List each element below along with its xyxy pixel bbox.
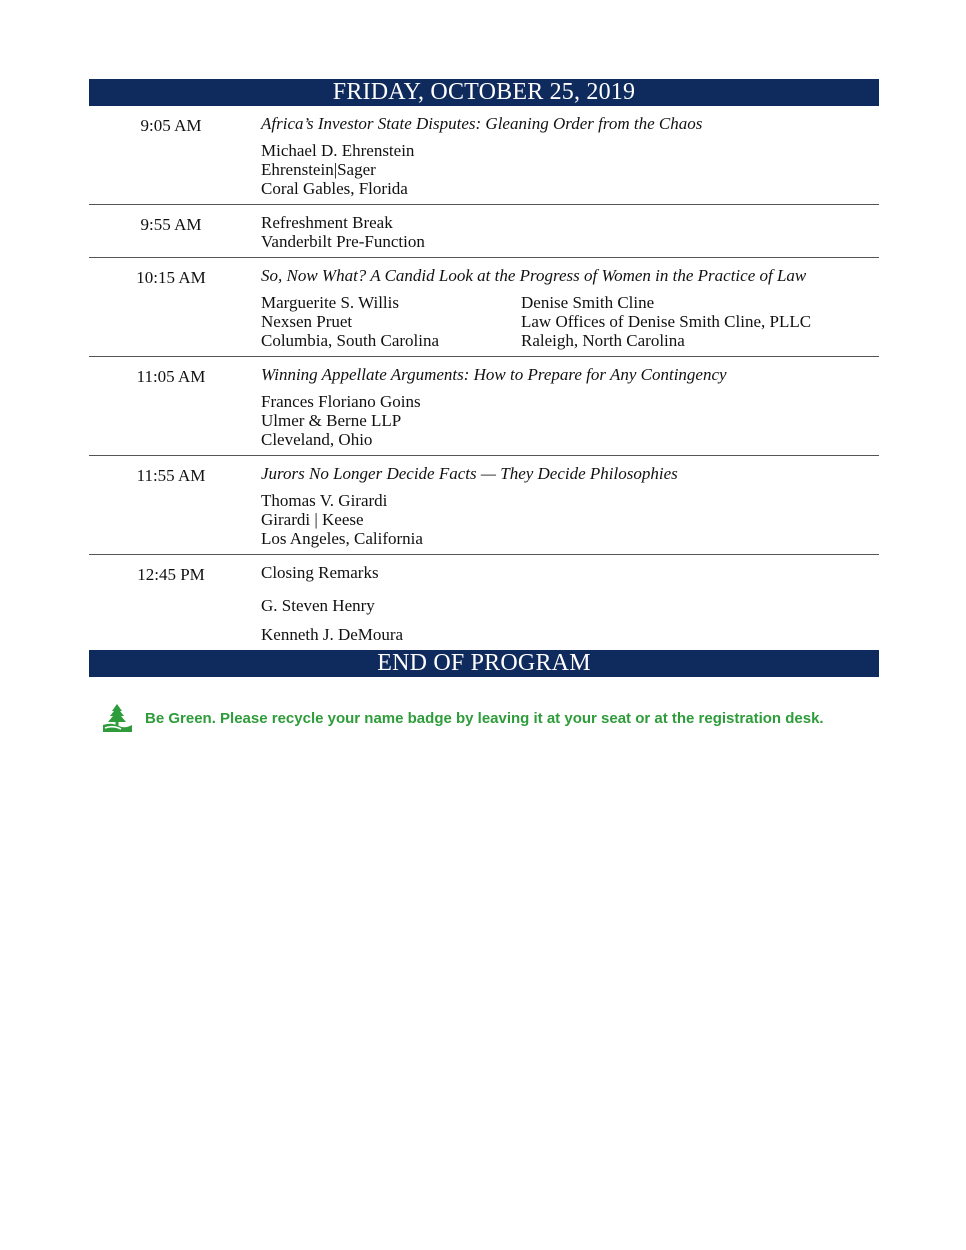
session-row xyxy=(89,456,879,555)
speaker xyxy=(261,141,521,198)
session-time: 9:05 AM xyxy=(140,116,202,135)
closing-speaker-name: G. Steven Henry xyxy=(261,596,375,615)
speaker xyxy=(261,491,521,548)
closing-speaker-name: Kenneth J. DeMoura xyxy=(261,625,404,644)
session-time: 9:55 AM xyxy=(140,215,202,234)
speaker-org: Law Offices of Denise Smith Cline, PLLC xyxy=(521,312,812,331)
session-content xyxy=(261,213,879,251)
speaker-org: Ehrenstein|Sager xyxy=(261,160,376,179)
speaker-org: Ulmer & Berne LLP xyxy=(261,411,402,430)
session-row xyxy=(89,205,879,258)
session-title: Closing Remarks xyxy=(261,563,379,582)
speaker-org: Girardi | Keese xyxy=(261,510,364,529)
program-page xyxy=(89,79,879,677)
speaker-list xyxy=(261,141,879,198)
session-row xyxy=(89,258,879,357)
session-row xyxy=(89,357,879,456)
session-content xyxy=(261,464,879,548)
speaker-location: Coral Gables, Florida xyxy=(261,179,408,198)
speaker-location: Cleveland, Ohio xyxy=(261,430,373,449)
speaker-name: Marguerite S. Willis xyxy=(261,293,399,312)
session-content xyxy=(261,114,879,198)
speaker-name: Denise Smith Cline xyxy=(521,293,655,312)
speaker-org: Nexsen Pruet xyxy=(261,312,353,331)
speaker-name: Thomas V. Girardi xyxy=(261,491,388,510)
session-row xyxy=(89,106,879,205)
session-title: So, Now What? A Candid Look at the Progress of Women in the Practice of Law xyxy=(261,266,807,285)
session-time: 11:55 AM xyxy=(136,466,206,485)
recycle-message: Be Green. Please recycle your name badge by leaving it at your seat or at the registration desk. xyxy=(145,709,824,727)
session-title: Africa’s Investor State Disputes: Gleaning Order from the Chaos xyxy=(261,114,703,133)
speaker xyxy=(521,293,812,350)
session-time: 11:05 AM xyxy=(136,367,206,386)
session-time: 10:15 AM xyxy=(136,268,206,287)
session-title: Winning Appellate Arguments: How to Prepare for Any Contingency xyxy=(261,365,727,384)
speaker-location: Raleigh, North Carolina xyxy=(521,331,685,350)
session-time: 12:45 PM xyxy=(137,565,205,584)
speaker-location: Los Angeles, California xyxy=(261,529,423,548)
speaker-name: Michael D. Ehrenstein xyxy=(261,141,415,160)
session-title: Refreshment Break xyxy=(261,213,393,232)
speaker-location: Columbia, South Carolina xyxy=(261,331,440,350)
session-location: Vanderbilt Pre-Function xyxy=(261,232,425,251)
recycle-note xyxy=(101,703,824,733)
speaker-list xyxy=(261,392,879,449)
session-row xyxy=(89,555,879,650)
speaker-list xyxy=(261,293,879,350)
speaker-list xyxy=(261,491,879,548)
end-of-program-banner: END OF PROGRAM xyxy=(89,650,879,677)
session-title: Jurors No Longer Decide Facts — They Decide Philosophies xyxy=(261,464,678,483)
speaker xyxy=(261,293,521,350)
tree-recycle-icon xyxy=(101,703,133,733)
session-content xyxy=(261,266,879,350)
session-content xyxy=(261,563,879,644)
speaker-name: Frances Floriano Goins xyxy=(261,392,421,411)
session-content xyxy=(261,365,879,449)
speaker xyxy=(261,392,521,449)
date-banner: FRIDAY, OCTOBER 25, 2019 xyxy=(89,79,879,106)
